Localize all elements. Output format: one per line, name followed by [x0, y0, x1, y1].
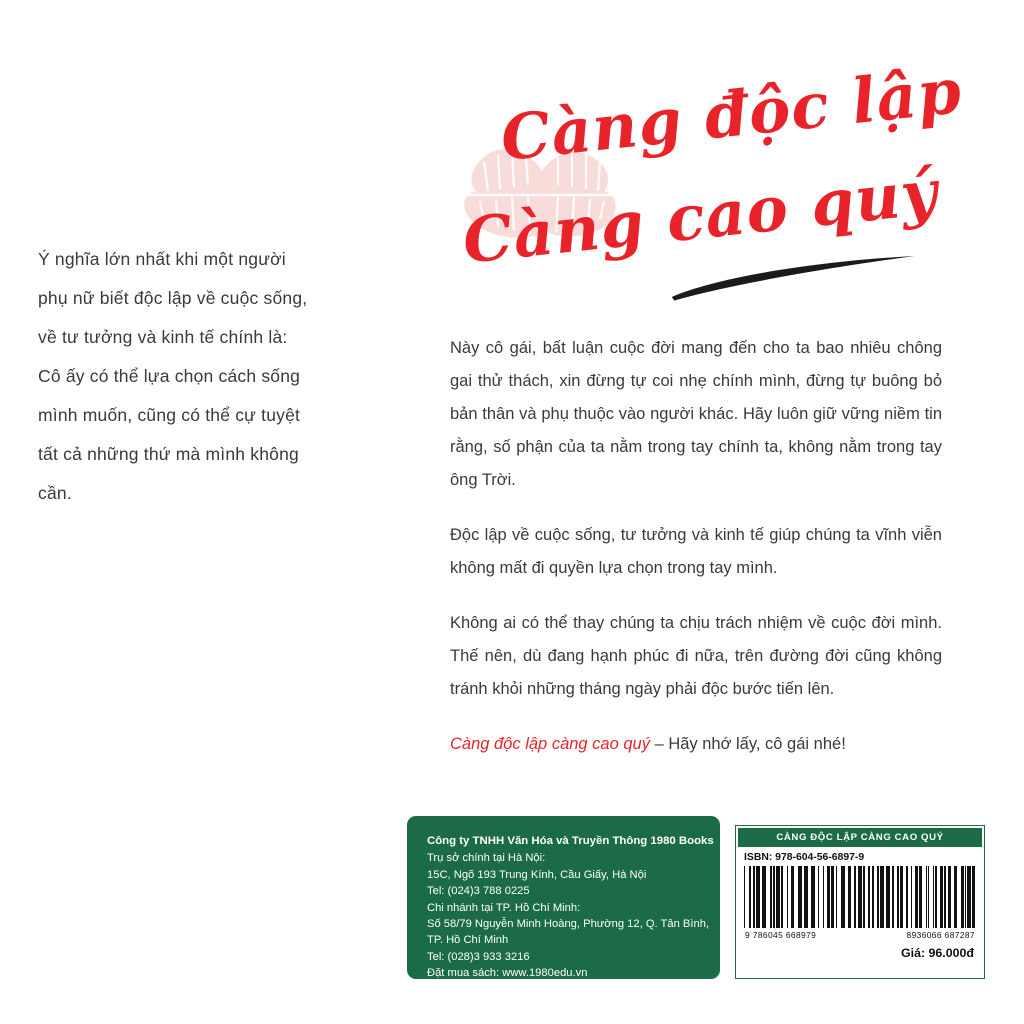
isbn-text: ISBN: 978-604-56-6897-9: [744, 852, 865, 863]
barcode-bars: [744, 866, 976, 928]
barcode-book-title: CÀNG ĐỘC LẬP CÀNG CAO QUÝ: [738, 828, 982, 847]
tagline-emphasis: Càng độc lập càng cao quý: [450, 735, 650, 753]
publisher-branch-address: Số 58/79 Nguyễn Minh Hoàng, Phường 12, Q. Tân Bình,: [427, 918, 710, 931]
publisher-hq-label: Trụ sở chính tại Hà Nội:: [427, 852, 546, 865]
body-paragraph-2: Độc lập về cuộc sống, tư tưởng và kinh tế giúp chúng ta vĩnh viễn không mất đi quyền lựa chọn trong tay mình.: [450, 526, 942, 577]
barcode-digits: [745, 930, 975, 940]
publisher-hq-address: 15C, Ngõ 193 Trung Kính, Cầu Giấy, Hà Nội: [427, 868, 647, 881]
publisher-order-website: Đặt mua sách: www.1980edu.vn: [427, 967, 588, 980]
tagline: [450, 728, 942, 761]
barcode-digits-left: 9 786045 668979: [745, 930, 817, 940]
body-paragraph-3: Không ai có thể thay chúng ta chịu trách nhiệm về cuộc đời mình. Thế nên, dù đang hạnh phúc đi nữa, trên đường đời cũng không tránh khỏi những tháng ngày phải độc bước tiến lên.: [450, 614, 942, 698]
publisher-name: Công ty TNHH Văn Hóa và Truyền Thông 1980 Books: [427, 835, 714, 847]
price-text: Giá: 96.000đ: [900, 946, 974, 960]
brush-stroke-icon: [667, 247, 918, 303]
publisher-branch-label: Chi nhánh tại TP. Hồ Chí Minh:: [427, 901, 581, 914]
publisher-branch-city: TP. Hồ Chí Minh: [427, 934, 509, 947]
title-line-1: Càng độc lập: [497, 54, 966, 175]
left-quote-text: Ý nghĩa lớn nhất khi một người phụ nữ biết độc lập về cuộc sống, về tư tưởng và kinh tế chính là: Cô ấy có thể lựa chọn cách sống mình muốn, cũng có thể cự tuyệt tất cả những thứ mà mình không cần.: [38, 249, 308, 503]
tagline-rest: – Hãy nhớ lấy, cô gái nhé!: [649, 735, 846, 753]
title-artwork: [440, 40, 985, 300]
publisher-hq-tel: Tel: (024)3 788 0225: [427, 885, 530, 898]
barcode-digits-right: 8936066 687287: [906, 930, 975, 940]
barcode-block: [735, 825, 985, 979]
body-copy: [450, 332, 942, 761]
publisher-info-block: [407, 816, 720, 979]
publisher-branch-tel: Tel: (028)3 933 3216: [427, 950, 530, 963]
body-paragraph-1: Này cô gái, bất luận cuộc đời mang đến cho ta bao nhiêu chông gai thử thách, xin đừng tự coi nhẹ chính mình, đừng tự buông bỏ bản thân và phụ thuộc vào người khác. Hãy luôn giữ vững niềm tin rằng, số phận của ta nằm trong tay chính ta, không nằm trong tay ông Trời.: [450, 339, 942, 489]
title-line-2: Càng cao quý: [459, 155, 942, 278]
